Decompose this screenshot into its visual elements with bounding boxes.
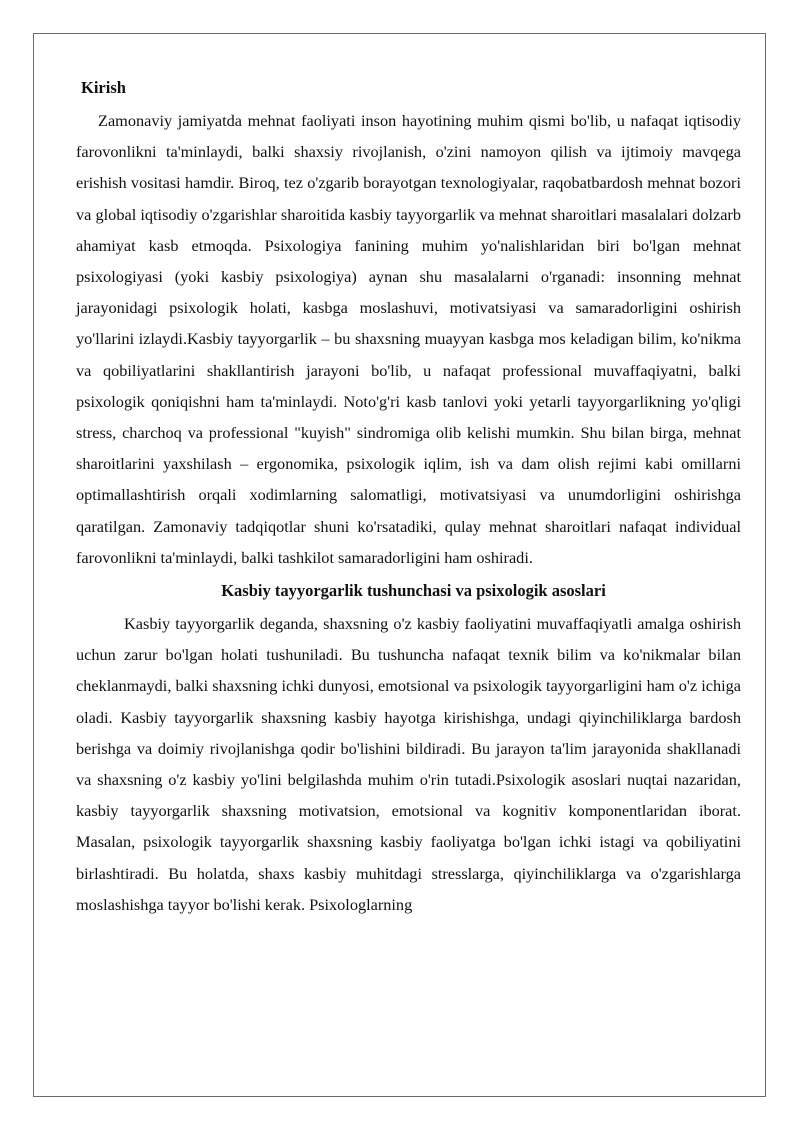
section-title: Kasbiy tayyorgarlik tushunchasi va psixologik asoslari	[221, 581, 606, 601]
intro-paragraph: Zamonaviy jamiyatda mehnat faoliyati inson hayotining muhim qismi bo'lib, u nafaqat iqtisodiy farovonlikni ta'minlaydi, balki shaxsiy rivojlanish, o'zini namoyon qilish va ijtimoiy mavqega erishish vositasi hamdir. Biroq, tez o'zgarib borayotgan texnologiyalar, raqobatbardosh mehnat bozori va global iqtisodiy o'zgarishlar sharoitida kasbiy tayyorgarlik va mehnat sharoitlari masalalari dolzarb ahamiyat kasb etmoqda. Psixologiya fanining muhim yo'nalishlaridan biri bo'lgan mehnat psixologiyasi (yoki kasbiy psixologiya) aynan shu masalalarni o'rganadi: insonning mehnat jarayonidagi psixologik holati, kasbga moslashuvi, motivatsiyasi va samaradorligini oshirish yo'llarini izlaydi.Kasbiy tayyorgarlik – bu shaxsning muayyan kasbga mos keladigan bilim, ko'nikma va qobiliyatlarini shakllantirish jarayoni bo'lib, u nafaqat professional muvaffaqiyatni, balki psixologik qoniqishni ham ta'minlaydi. Noto'g'ri kasb tanlovi yoki yetarli tayyorgarlikning yo'qligi stress, charchoq va professional "kuyish" sindromiga olib kelishi mumkin. Shu bilan birga, mehnat sharoitlarini yaxshilash – ergonomika, psixologik iqlim, ish va dam olish rejimi kabi omillarni optimallashtirish orqali xodimlarning salomatligi, motivatsiyasi va unumdorligini oshirishga qaratilgan. Zamonaviy tadqiqotlar shuni ko'rsatadiki, qulay mehnat sharoitlari nafaqat individual farovonlikni ta'minlaydi, balki tashkilot samaradorligini ham oshiradi.	[76, 111, 741, 567]
document-body	[76, 76, 741, 920]
section-paragraph: Kasbiy tayyorgarlik deganda, shaxsning o'z kasbiy faoliyatini muvaffaqiyatli amalga oshirish uchun zarur bo'lgan holati tushuniladi. Bu tushuncha nafaqat texnik bilim va ko'nikmalar bilan cheklanmaydi, balki shaxsning ichki dunyosi, emotsional va psixologik tayyorgarligini ham o'z ichiga oladi. Kasbiy tayyorgarlik shaxsning kasbiy hayotga kirishishga, undagi qiyinchiliklarga bardosh berishga va doimiy rivojlanishga qodir bo'lishini bildiradi. Bu jarayon ta'lim jarayonida shakllanadi va shaxsning o'z kasbiy yo'lini belgilashda muhim o'rin tutadi.Psixologik asoslari nuqtai nazaridan, kasbiy tayyorgarlik shaxsning motivatsion, emotsional va kognitiv komponentlaridan iborat. Masalan, psixologik tayyorgarlik shaxsning kasbiy faoliyatga bo'lgan ichki istagi va qobiliyatini birlashtiradi. Bu holatda, shaxs kasbiy muhitdagi stresslarga, qiyinchiliklarga va o'zgarishlarga moslashishga tayyor bo'lishi kerak. Psixologlarning	[76, 614, 741, 914]
intro-heading: Kirish	[81, 78, 126, 97]
